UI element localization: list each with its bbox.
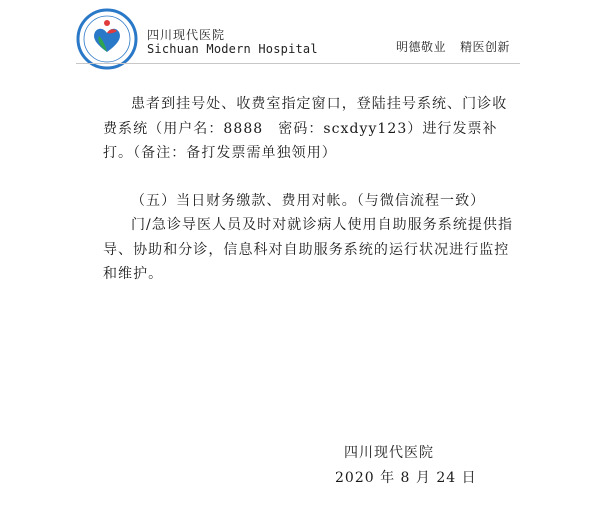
letterhead: [0, 0, 600, 75]
motto-item-1: 明德敬业: [395, 40, 446, 54]
paragraph-finance-reconciliation: （五）当日财务缴款、费用对帐。（与微信流程一致）: [131, 193, 486, 209]
signature-organization: 四川现代医院: [344, 445, 434, 461]
paragraph-reprint-invoice: 患者到挂号处、收费室指定窗口，登陆挂号系统、门诊收费系统（用户名：8888 密码：scxdyy123）进行发票补打。（备注：备打发票需单独领用）: [103, 96, 508, 161]
signature-date: 2020 年 8 月 24 日: [335, 470, 477, 486]
paragraph-self-service-guidance: 门/急诊导医人员及时对就诊病人使用自助服务系统提供指导、协助和分诊，信息科对自助服务系统的运行状况进行监控和维护。: [103, 217, 514, 282]
hospital-motto: [382, 38, 510, 55]
header-divider: [76, 63, 520, 64]
hospital-name-cn: 四川现代医院: [147, 28, 226, 42]
motto-item-2: 精医创新: [459, 40, 510, 54]
hospital-name-en: Sichuan Modern Hospital: [147, 42, 318, 56]
hospital-logo-icon: [76, 8, 138, 70]
